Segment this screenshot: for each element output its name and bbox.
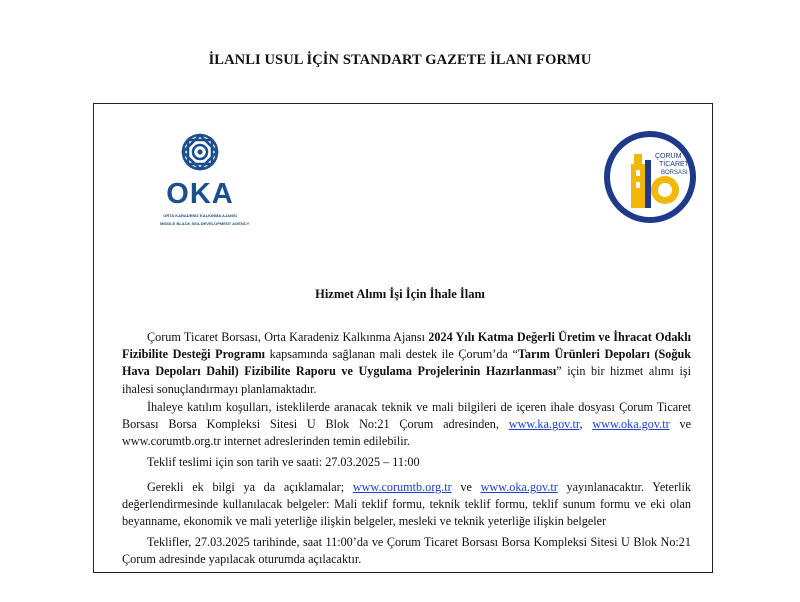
ctb-emblem-icon — [603, 130, 697, 224]
ctb-text-1: ÇORUM — [655, 153, 682, 160]
notice-subtitle: Hizmet Alımı İşi İçin İhale İlanı — [315, 287, 485, 301]
oka-subtitle-en: MIDDLE BLACK SEA DEVELOPMENT AGENCY — [160, 221, 250, 226]
ctb-text-2: TİCARET — [659, 161, 689, 168]
corum-ticaret-borsasi-logo — [603, 130, 697, 224]
oka-link-2[interactable]: www.oka.gov.tr — [480, 480, 558, 494]
paragraph-info: Gerekli ek bilgi ya da açıklamalar; www.corumtb.org.tr ve www.oka.gov.tr yayınlanacaktır. Yeterlik değerlendirmesinde kullanılacak belgeler: Mali teklif formu, teknik teklif formu, teklif sunum formu ve eki olan beyanname, ekonomik ve mali yeterliğe ilişkin belgeler, mesleki ve teknik yeterliğe ilişkin belgeler — [122, 480, 692, 529]
oka-subtitle-tr: ORTA KARADENİZ KALKINMA AJANSI — [163, 213, 237, 218]
oka-link[interactable]: www.oka.gov.tr — [592, 417, 670, 432]
document-title: İLANLI USUL İÇİN STANDART GAZETE İLANI FORMU — [208, 52, 592, 68]
ctb-text-3: BORSASI — [661, 170, 688, 176]
paragraph-opening: Teklifler, 27.03.2025 tarihinde, saat 11:00’da ve Çorum Ticaret Borsası Borsa Kompleksi Sitesi U Blok No:21 Çorum adresinde yapılacak oturumda açılacaktır. — [122, 535, 691, 567]
oka-wordmark: OKA — [166, 178, 234, 210]
oka-emblem-icon — [160, 130, 240, 180]
paragraph-intro: Çorum Ticaret Borsası, Orta Karadeniz Kalkınma Ajansı 2024 Yılı Katma Değerli Üretim ve İhracat Odaklı Fizibilite Desteği Programı kapsamında sağlanan mali destek ile Çorum’da “Tarım Ürünleri Depoları (Soğuk Hava Depoları Dahil) Fizibilite Raporu ve Uygulama Projelerinin Hazırlanması” için bir hizmet alımı işi ihalesi sonuçlandırmayı planlamaktadır. — [122, 330, 692, 396]
paragraph-participation: İhaleye katılım koşulları, isteklilerde aranacak teknik ve mali bilgileri de içeren ihale dosyası Çorum Ticaret Borsası Borsa Kompleksi Sitesi U Blok No:21 Çorum adresinden, www.ka.gov.tr, www.oka.gov.tr ve www.corumtb.org.tr internet adreslerinden temin edilebilir. — [122, 400, 691, 449]
oka-logo — [160, 130, 250, 234]
corumtb-link[interactable]: www.corumtb.org.tr — [352, 480, 452, 494]
paragraph-deadline: Teklif teslimi için son tarih ve saati: 27.03.2025 – 11:00 — [147, 455, 420, 469]
ka-link[interactable]: www.ka.gov.tr — [508, 417, 580, 432]
